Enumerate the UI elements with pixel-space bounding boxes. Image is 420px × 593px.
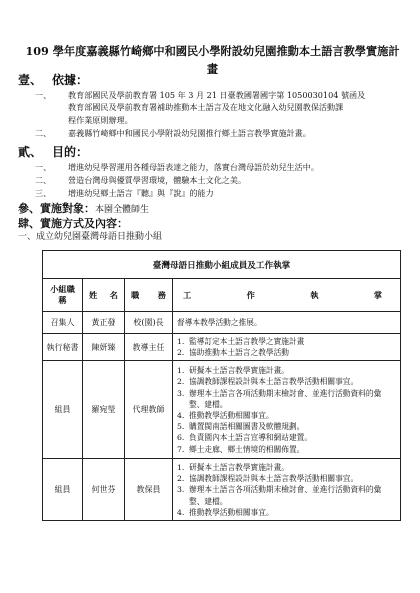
section-4-title: 實施方式及內容：: [40, 217, 128, 230]
section-4-heading: [18, 217, 128, 231]
duty-text: 研擬本土語言教學實施計畫。: [189, 366, 289, 376]
member-role: 執行秘書: [43, 334, 83, 361]
duty-text: 研擬本土語言教學實施計畫。: [189, 462, 289, 472]
duty-text: 負責園內本土語言宣導和網站建置。: [189, 433, 313, 443]
subsection-heading: 一、成立幼兒園臺灣母語日推動小組: [18, 232, 163, 242]
duty-item: [177, 365, 396, 376]
section-1-item-2: [35, 127, 405, 140]
duty-number: 1.: [177, 462, 185, 472]
duty-text: 協調教師課程設計與本土語言教學活動相關事宜。: [189, 474, 359, 484]
table-row: [43, 459, 401, 521]
member-name: 陳妍臻: [83, 334, 125, 361]
duty-item: [177, 421, 396, 432]
item-marker: 二、: [35, 175, 52, 185]
duty-number: 5.: [177, 422, 185, 432]
duty-item: [177, 376, 396, 387]
table-caption: 臺灣母語日推動小組成員及工作執掌: [43, 251, 401, 279]
duty-item: [177, 432, 396, 443]
item-line: 教育部國民及學前教育署補助推動本土語言及在地文化融入幼兒園教保活動課: [68, 102, 344, 113]
member-position: 代理教師: [125, 361, 173, 459]
duty-number: 3.: [177, 388, 185, 398]
section-1-number: 壹、: [18, 73, 43, 87]
duty-number: 6.: [177, 433, 185, 443]
duty-item: [177, 347, 396, 358]
duty-item: [177, 336, 396, 347]
duty-text: 監導訂定本土語言教學之實施計畫: [189, 337, 305, 346]
section-2-item-3: [35, 187, 405, 200]
duty-item: [177, 388, 396, 410]
section-1-heading: [18, 73, 88, 87]
section-2-heading: [18, 145, 88, 159]
member-name: 何世芬: [83, 459, 125, 521]
member-name: 羅宛瑩: [83, 361, 125, 459]
duty-item: [177, 462, 396, 473]
member-role: 召集人: [43, 312, 83, 334]
item-line: 營造台灣母與優質學習環境，體驗本土文化之美。: [68, 175, 247, 185]
member-duties: [173, 361, 401, 459]
duty-number: 1.: [177, 366, 185, 376]
item-marker: 一、: [35, 162, 52, 172]
header-name: 姓名: [83, 279, 125, 312]
section-2-number: 貳、: [18, 145, 43, 159]
member-duties: [173, 334, 401, 361]
duty-text: 購置閩南語相關圖書及軟體規劃。: [189, 422, 305, 432]
duty-text: 協助推動本土語言之教學活動: [189, 348, 289, 358]
duty-item: [177, 317, 396, 328]
duty-item: [177, 473, 396, 484]
section-1-title: 依據：: [52, 73, 89, 87]
duty-number: 7.: [177, 444, 185, 454]
header-duty: 工作執掌: [173, 279, 401, 312]
member-duties: [173, 312, 401, 334]
duty-item: [177, 507, 396, 518]
duty-item: [177, 484, 396, 506]
duty-text: 辦理本土語言各項活動期末檢討會、並進行活動資料的彙整、建檔。: [189, 388, 382, 409]
duty-number: 2.: [177, 474, 185, 484]
table-row: [43, 312, 401, 334]
section-2-title: 目的：: [52, 145, 89, 159]
section-3-target: 本園全體師生: [95, 205, 150, 215]
duty-number: 1.: [177, 337, 185, 346]
item-line: 程作業原則辦理。: [68, 114, 133, 125]
member-position: 教導主任: [125, 334, 173, 361]
section-3-heading: [18, 202, 149, 217]
item-line: 增進幼兒鄉土語言『聽』與『說』的能力: [68, 188, 214, 198]
member-name: 黃正發: [83, 312, 125, 334]
member-duties: [173, 459, 401, 521]
duty-text: 督導本教學活動之推展。: [177, 317, 262, 327]
section-3-title: 實施對象：: [40, 202, 95, 215]
member-role: 組員: [43, 361, 83, 459]
duty-item: [177, 410, 396, 421]
duty-text: 協調教師課程設計與本土語言教學活動相關事宜。: [189, 377, 359, 387]
section-3-number: 參、: [18, 202, 40, 215]
item-marker: 一、: [35, 90, 52, 100]
member-position: 校(園)長: [125, 312, 173, 334]
item-line: 教育部國民及學前教育署 105 年 3 月 21 日臺教國署國字第 1050030104 號函及: [68, 90, 366, 100]
section-4-number: 肆、: [18, 217, 40, 230]
duty-text: 推動教學活動相關事宜。: [189, 410, 274, 420]
member-role: 組員: [43, 459, 83, 521]
duty-text: 鄉土走廊、鄉土情境的相關佈置。: [189, 444, 305, 454]
section-1-item-1: [35, 89, 405, 127]
duty-number: 3.: [177, 485, 185, 495]
document-title: 109 學年度嘉義縣竹崎鄉中和國民小學附設幼兒園推動本土語言教學實施計畫: [25, 44, 400, 76]
item-line: 增進幼兒學習運用各種母語表達之能力，落實台灣母語於幼兒生活中。: [68, 162, 319, 172]
table-row: [43, 361, 401, 459]
duty-table: [42, 250, 401, 521]
duty-number: 2.: [177, 377, 185, 387]
section-2-item-1: [35, 161, 405, 174]
item-marker: 二、: [35, 128, 52, 138]
duty-text: 推動教學活動相關事宜。: [189, 507, 274, 517]
header-role: 小組職稱: [43, 279, 83, 312]
duty-number: 2.: [177, 348, 185, 358]
table-body: [43, 312, 401, 521]
duty-item: [177, 444, 396, 455]
table-row: [43, 334, 401, 361]
table-header-row: [43, 279, 401, 312]
duty-number: 4.: [177, 507, 185, 517]
header-position: 職務: [125, 279, 173, 312]
member-position: 教保員: [125, 459, 173, 521]
duty-number: 4.: [177, 410, 185, 420]
duty-text: 辦理本土語言各項活動期末檢討會、並進行活動資料的彙整、建檔。: [189, 485, 382, 506]
section-2-item-2: [35, 174, 405, 187]
item-line: 嘉義縣竹崎鄉中和國民小學附設幼兒園推行鄉土語言教學實施計畫。: [68, 128, 311, 138]
item-marker: 三、: [35, 188, 52, 198]
